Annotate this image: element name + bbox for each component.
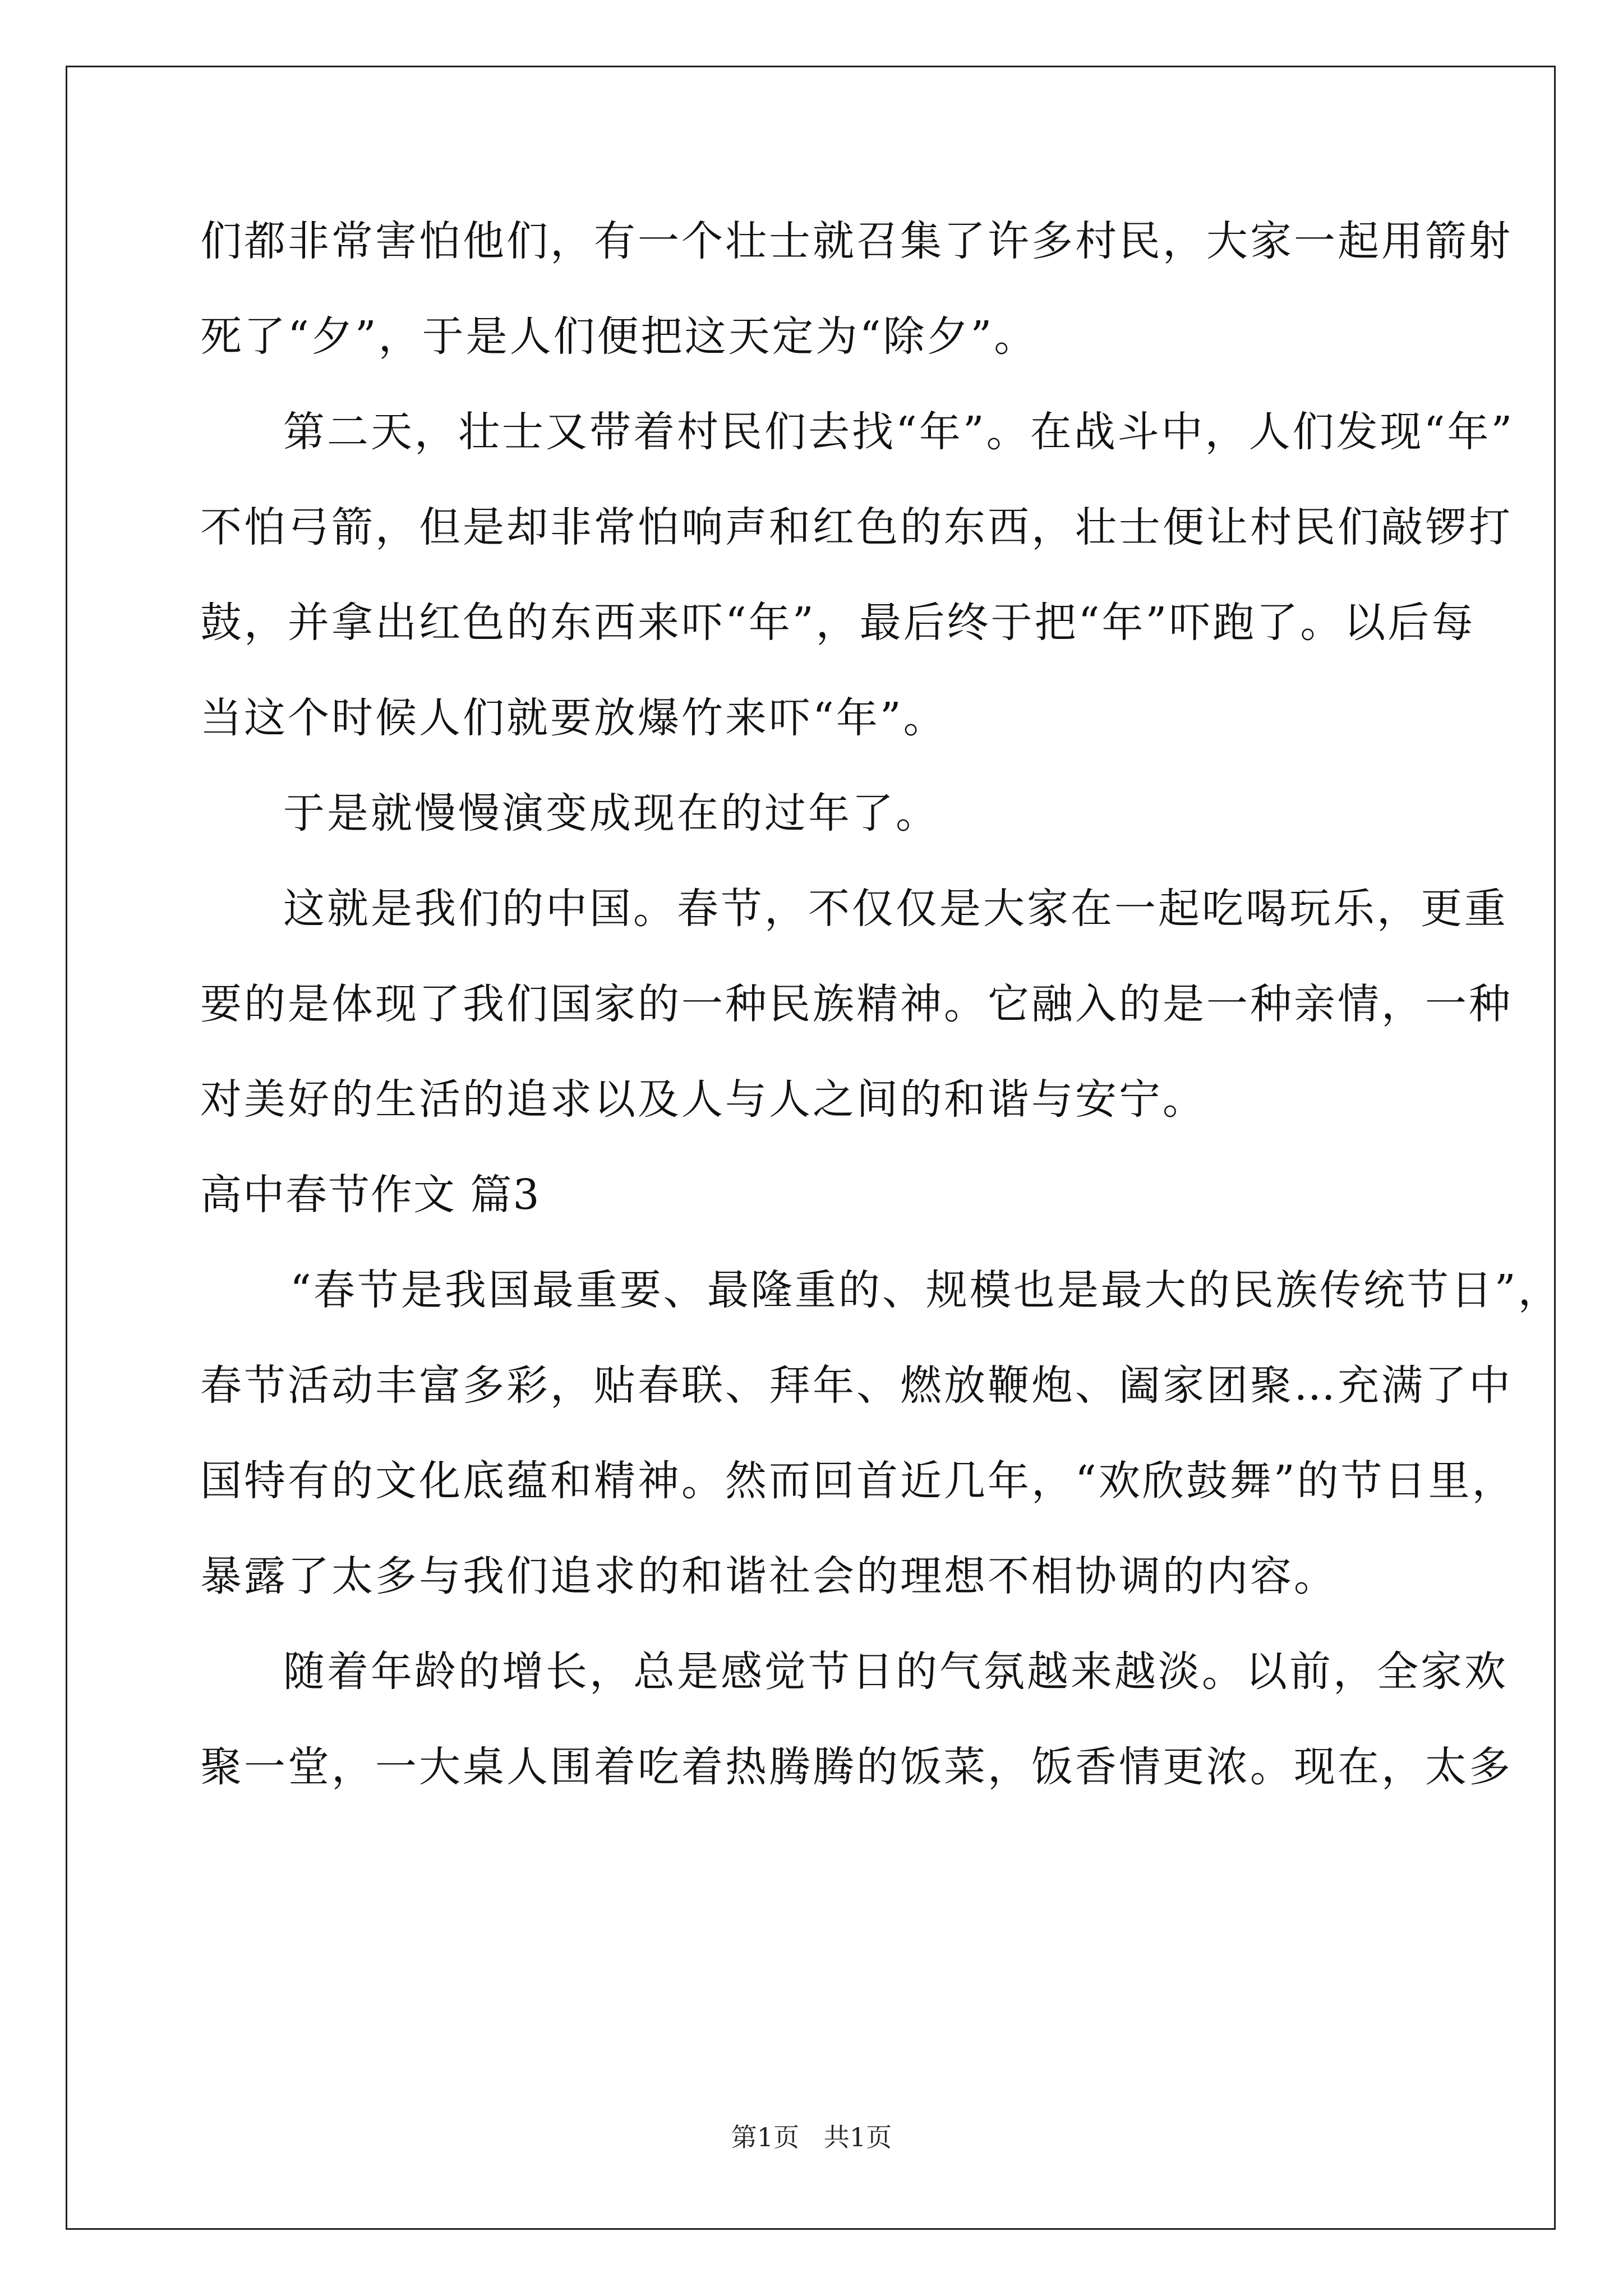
- paragraph-start-line: “春节是我国最重要、最隆重的、规模也是最大的民族传统节日”，: [290, 1266, 1562, 1314]
- text-line: 对美好的生活的追求以及人与人之间的和谐与安宁。: [200, 1075, 1206, 1124]
- text-line: 鼓，并拿出红色的东西来吓“年”，最后终于把“年”吓跑了。以后每: [200, 599, 1476, 647]
- paragraph-start-line: 这就是我们的中国。春节，不仅仅是大家在一起吃喝玩乐，更重: [283, 885, 1508, 933]
- section-heading: 高中春节作文 篇3: [200, 1171, 541, 1219]
- text-line: 要的是体现了我们国家的一种民族精神。它融入的是一种亲情，一种: [200, 980, 1513, 1028]
- page-border: [66, 66, 1556, 2230]
- text-line: 暴露了太多与我们追求的和谐社会的理想不相协调的内容。: [200, 1552, 1338, 1600]
- text-line: 春节活动丰富多彩，贴春联、拜年、燃放鞭炮、阖家团聚…充满了中: [200, 1361, 1513, 1410]
- text-line: 聚一堂，一大桌人围着吃着热腾腾的饭菜，饭香情更浓。现在，太多: [200, 1743, 1513, 1791]
- paragraph-start-line: 随着年龄的增长，总是感觉节日的气氛越来越淡。以前，全家欢: [283, 1648, 1508, 1696]
- page-footer: 第1页 共1页: [731, 2122, 892, 2152]
- text-line: 国特有的文化底蕴和精神。然而回首近几年，“欢欣鼓舞”的节日里，: [200, 1457, 1516, 1505]
- text-line: 不怕弓箭，但是却非常怕响声和红色的东西，壮士便让村民们敲锣打: [200, 503, 1513, 551]
- text-line: 当这个时候人们就要放爆竹来吓“年”。: [200, 694, 947, 742]
- text-line: 们都非常害怕他们，有一个壮士就召集了许多村民，大家一起用箭射: [200, 217, 1513, 265]
- text-line: 死了“夕”，于是人们便把这天定为“除夕”。: [200, 312, 1038, 361]
- paragraph-start-line: 第二天，壮士又带着村民们去找“年”。在战斗中，人们发现“年”: [283, 408, 1515, 456]
- paragraph-start-line: 于是就慢慢演变成现在的过年了。: [283, 789, 939, 838]
